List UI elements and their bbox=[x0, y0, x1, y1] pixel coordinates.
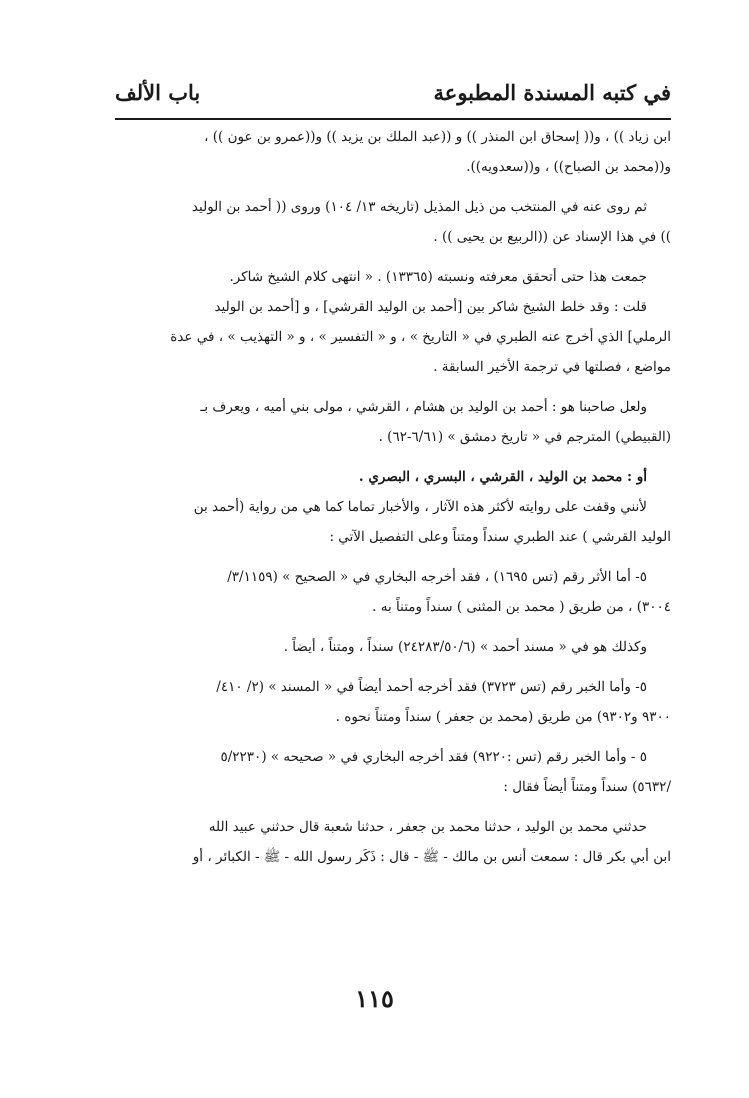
text-line: و((محمد بن الصباح)) ، و((سعدويه)). bbox=[466, 159, 671, 175]
text-line: /٥٦٣٢) سنداً ومتناً أيضاً فقال : bbox=[503, 779, 671, 795]
text-line: (القبيطي) المترجم في « تاريخ دمشق » (٦/٦١-٦٢) . bbox=[378, 429, 671, 445]
page-header bbox=[115, 70, 671, 114]
text-line: أو : محمد بن الوليد ، القرشي ، البسري ، البصري . bbox=[358, 469, 647, 485]
text-line: حدثني محمد بن الوليد ، حدثنا محمد بن جعفر ، حدثنا شعبة قال حدثني عبيد الله bbox=[208, 819, 647, 835]
text-line: مواضع ، فصلتها في ترجمة الأخير السابقة . bbox=[433, 359, 671, 375]
text-line: الوليد القرشي ) عند الطبري سنداً ومتناً وعلى التفصيل الآتي : bbox=[329, 529, 671, 545]
text-line: الرملي] الذي أخرج عنه الطبري في « التاريخ » ، و « التفسير » ، و « التهذيب » ، في عدة bbox=[170, 329, 671, 345]
text-line: جمعت هذا حتى أتحقق معرفته ونسبته (١٣٣٦٥) . « انتهى كلام الشيخ شاكر. bbox=[229, 269, 647, 285]
page-number: ١١٥ bbox=[355, 984, 394, 1013]
text-line: وكذلك هو في « مسند أحمد » (٢٤٢٨٣/٥٠/٦) سنداً ، ومتناً ، أيضاً . bbox=[283, 639, 647, 655]
text-line: ثم روى عنه في المنتخب من ذيل المذيل (تاريخه ١٣/ ١٠٤) وروى (( أحمد بن الوليد bbox=[191, 199, 647, 215]
running-title: في كتبه المسندة المطبوعة bbox=[433, 79, 671, 105]
text-line: )) في هذا الإسناد عن ((الربيع بن يحيى )) . bbox=[433, 229, 671, 245]
text-line: ٥- أما الأثر رقم (تس ١٦٩٥) ، فقد أخرجه البخاري في « الصحيح » (٣/١١٥٩/ bbox=[227, 569, 647, 585]
text-line: ٣٠٠٤) ، من طريق ( محمد بن المثنى ) سنداً ومتناً به . bbox=[372, 599, 671, 615]
text-line: ولعل صاحبنا هو : أحمد بن الوليد بن هشام ، القرشي ، مولى بني أميه ، ويعرف بـ bbox=[200, 399, 647, 415]
chapter-title: باب الألف bbox=[115, 79, 201, 105]
text-line: ابن أبي بكر قال : سمعت أنس بن مالك - ﷺ - قال : ذَكَر رسول الله - ﷺ - الكبائر ، أو bbox=[192, 849, 671, 865]
text-line: ٩٣٠٠ و٩٣٠٢) من طريق (محمد بن جعفر ) سنداً ومتناً نحوه . bbox=[335, 709, 671, 725]
text-line: قلت : وقد خلط الشيخ شاكر بين [أحمد بن الوليد القرشي] ، و [أحمد بن الوليد bbox=[214, 299, 647, 315]
body-text bbox=[115, 122, 671, 872]
header-rule bbox=[115, 118, 671, 120]
text-line: ابن زياد )) ، و(( إسحاق ابن المنذر )) و ((عبد الملك بن يزيد )) و((عمرو بن عون )) ، bbox=[204, 129, 671, 145]
text-line: ٥- وأما الخبر رقم (تس ٣٧٢٣) فقد أخرجه أحمد أيضاً في « المسند » (٢/ ٤١٠/ bbox=[216, 679, 647, 695]
text-line: لأنني وقفت على روايته لأكثر هذه الآثار ، والأخبار تماما كما هي من رواية (أحمد بن bbox=[193, 499, 647, 515]
text-line: ٥ - وأما الخبر رقم (تس :٩٢٢٠) فقد أخرجه البخاري في « صحيحه » (٥/٢٢٣٠ bbox=[220, 749, 647, 765]
